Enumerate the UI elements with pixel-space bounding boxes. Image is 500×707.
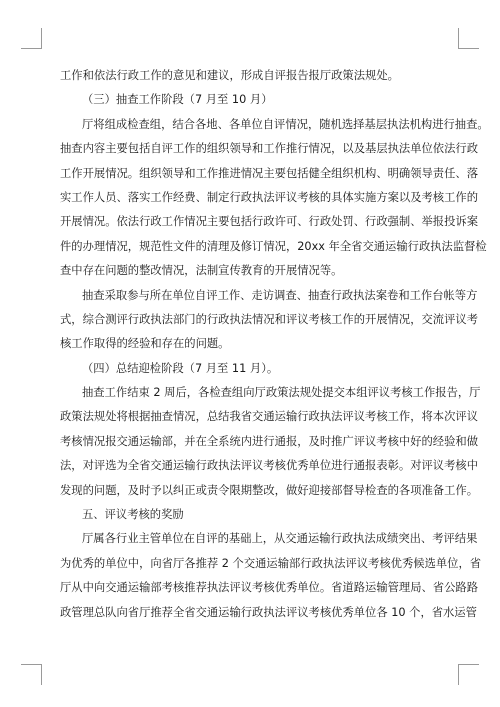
- crop-mark-top-left-horizontal: [21, 48, 42, 49]
- text-line: 件的办理情况，规范性文件的清理及修订情况，20xx 年全省交通运输行政执法监督检: [60, 239, 487, 253]
- text-line: 考核情况报交通运输部，并在全系统内进行通报，及时推广评议考核中好的经验和做: [60, 434, 478, 448]
- section-heading-summary-stage: （四）总结迎检阶段（7 月至 11 月）。: [82, 361, 279, 375]
- text-line: 抽查内容主要包括自评工作的组织领导和工作推行情况，以及基层执法单位依法行政: [60, 142, 478, 156]
- text-line: 开展情况。依法行政工作情况主要包括行政许可、行政处罚、行政强制、举报投诉案: [60, 215, 478, 229]
- section-heading-sampling-stage: （三）抽查工作阶段（7 月至 10 月）: [82, 93, 273, 107]
- text-line: 实工作人员、落实工作经费、制定行政执法评议考核的具体实施方案以及考核工作的: [60, 190, 478, 204]
- section-heading-rewards: 五、评议考核的奖励: [82, 508, 184, 522]
- text-line: 核工作取得的经验和存在的问题。: [60, 337, 230, 351]
- crop-mark-top-right-horizontal: [458, 48, 479, 49]
- crop-mark-bottom-left-horizontal: [21, 664, 42, 665]
- body-text: [60, 64, 489, 625]
- text-line: 工作和依法行政工作的意见和建议，形成自评报告报厅政策法规处。: [60, 69, 399, 82]
- text-line: 工作开展情况。组织领导和工作推进情况主要包括健全组织机构、明确领导责任、落: [60, 166, 478, 180]
- text-line: 法，对评选为全省交通运输行政执法评议考核优秀单位进行通报表彰。对评议考核中: [60, 459, 478, 473]
- text-line: 政管理总队向省厅推荐全省交通运输行政执法评议考核优秀单位各 10 个，省水运管: [60, 605, 477, 619]
- text-line: 厅将组成检查组，结合各地、各单位自评情况，随机选择基层执法机构进行抽查。: [82, 117, 489, 131]
- crop-mark-top-right-vertical: [458, 28, 459, 49]
- text-line: 式，综合测评行政执法部门的行政执法情况和评议考核工作的开展情况，交流评议考: [60, 312, 478, 326]
- crop-mark-bottom-right-vertical: [458, 664, 459, 685]
- text-line: 为优秀的单位中，向省厅各推荐 2 个交通运输部行政执法评议考核优秀候选单位，省: [60, 556, 482, 570]
- text-line: 政策法规处将根据抽查情况，总结我省交通运输行政执法评议考核工作，将本次评议: [60, 410, 478, 424]
- text-line: 厅属各行业主管单位在自评的基础上，从交通运输行政执法成绩突出、考评结果: [82, 532, 478, 546]
- crop-mark-bottom-right-horizontal: [458, 664, 479, 665]
- text-line: 发现的问题，及时予以纠正或责令限期整改，做好迎接部督导检查的各项准备工作。: [60, 483, 478, 497]
- crop-mark-bottom-left-vertical: [41, 664, 42, 685]
- text-line: 抽查采取参与所在单位自评工作、走访调查、抽查行政执法案卷和工作台帐等方: [82, 288, 478, 302]
- crop-mark-top-left-vertical: [41, 28, 42, 49]
- text-line: 厅从中向交通运输部考核推荐执法评议考核优秀单位。省道路运输管理局、省公路路: [60, 581, 478, 595]
- text-line: 抽查工作结束 2 周后，各检查组向厅政策法规处提交本组评议考核工作报告，厅: [82, 386, 481, 400]
- text-line: 查中存在问题的整改情况，法制宣传教育的开展情况等。: [60, 264, 343, 278]
